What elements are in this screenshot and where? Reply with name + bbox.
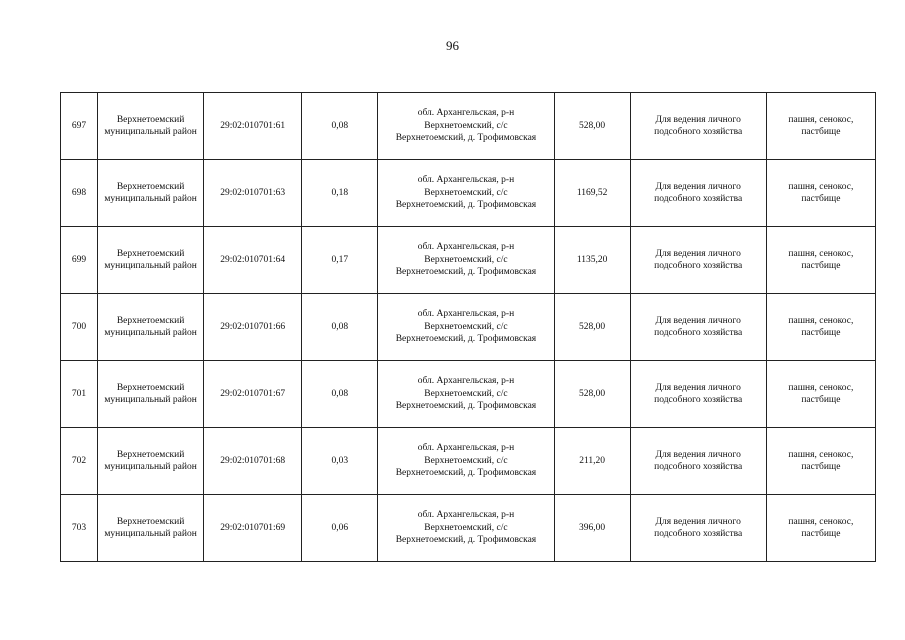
address-line: Верхнетоемский, д. Трофимовская [395, 334, 537, 345]
permitted-use-cell: Для ведения личного подсобного хозяйства [630, 495, 766, 562]
land-plots-table [60, 92, 876, 562]
district-cell: Верхнетоемский муниципальный район [98, 227, 204, 294]
district-cell: Верхнетоемский муниципальный район [98, 361, 204, 428]
row-number-cell: 702 [61, 428, 98, 495]
address-cell [378, 428, 554, 495]
area-cell: 0,03 [302, 428, 378, 495]
cost-cell: 528,00 [554, 93, 630, 160]
cadastral-number-cell: 29:02:010701:63 [204, 160, 302, 227]
district-cell: Верхнетоемский муниципальный район [98, 93, 204, 160]
address-line: Верхнетоемский, с/с [424, 455, 508, 466]
cost-cell: 396,00 [554, 495, 630, 562]
table-row [61, 294, 876, 361]
district-cell: Верхнетоемский муниципальный район [98, 428, 204, 495]
cadastral-number-cell: 29:02:010701:61 [204, 93, 302, 160]
address-cell [378, 495, 554, 562]
address-line: обл. Архангельская, р-н [417, 242, 515, 253]
cadastral-number-cell: 29:02:010701:64 [204, 227, 302, 294]
address-line: Верхнетоемский, с/с [424, 254, 508, 265]
cost-cell: 528,00 [554, 361, 630, 428]
address-line: обл. Архангельская, р-н [417, 108, 515, 119]
table-row [61, 160, 876, 227]
row-number-cell: 701 [61, 361, 98, 428]
district-cell: Верхнетоемский муниципальный район [98, 294, 204, 361]
table-row [61, 428, 876, 495]
address-cell [378, 361, 554, 428]
land-type-cell: пашня, сенокос, пастбище [766, 361, 875, 428]
address-line: Верхнетоемский, д. Трофимовская [395, 535, 537, 546]
address-line: Верхнетоемский, д. Трофимовская [395, 267, 537, 278]
permitted-use-cell: Для ведения личного подсобного хозяйства [630, 361, 766, 428]
row-number-cell: 699 [61, 227, 98, 294]
cadastral-number-cell: 29:02:010701:69 [204, 495, 302, 562]
cadastral-number-cell: 29:02:010701:67 [204, 361, 302, 428]
address-line: Верхнетоемский, с/с [424, 522, 508, 533]
district-cell: Верхнетоемский муниципальный район [98, 160, 204, 227]
address-cell [378, 294, 554, 361]
land-type-cell: пашня, сенокос, пастбище [766, 495, 875, 562]
area-cell: 0,08 [302, 93, 378, 160]
table-row [61, 227, 876, 294]
land-type-cell: пашня, сенокос, пастбище [766, 294, 875, 361]
cost-cell: 528,00 [554, 294, 630, 361]
area-cell: 0,08 [302, 361, 378, 428]
area-cell: 0,18 [302, 160, 378, 227]
area-cell: 0,17 [302, 227, 378, 294]
address-cell [378, 227, 554, 294]
area-cell: 0,06 [302, 495, 378, 562]
cost-cell: 211,20 [554, 428, 630, 495]
row-number-cell: 698 [61, 160, 98, 227]
land-type-cell: пашня, сенокос, пастбище [766, 227, 875, 294]
permitted-use-cell: Для ведения личного подсобного хозяйства [630, 294, 766, 361]
land-type-cell: пашня, сенокос, пастбище [766, 428, 875, 495]
page-number: 96 [446, 38, 459, 53]
address-line: обл. Архангельская, р-н [417, 510, 515, 521]
address-line: Верхнетоемский, д. Трофимовская [395, 200, 537, 211]
address-cell [378, 93, 554, 160]
cadastral-number-cell: 29:02:010701:68 [204, 428, 302, 495]
district-cell: Верхнетоемский муниципальный район [98, 495, 204, 562]
address-line: Верхнетоемский, д. Трофимовская [395, 133, 537, 144]
permitted-use-cell: Для ведения личного подсобного хозяйства [630, 227, 766, 294]
row-number-cell: 697 [61, 93, 98, 160]
address-line: обл. Архангельская, р-н [417, 309, 515, 320]
address-line: Верхнетоемский, с/с [424, 388, 508, 399]
address-line: обл. Архангельская, р-н [417, 443, 515, 454]
address-line: обл. Архангельская, р-н [417, 175, 515, 186]
row-number-cell: 700 [61, 294, 98, 361]
land-type-cell: пашня, сенокос, пастбище [766, 160, 875, 227]
address-line: обл. Архангельская, р-н [417, 376, 515, 387]
address-line: Верхнетоемский, с/с [424, 187, 508, 198]
address-cell [378, 160, 554, 227]
address-line: Верхнетоемский, д. Трофимовская [395, 401, 537, 412]
table-body [61, 93, 876, 562]
table-row [61, 93, 876, 160]
cost-cell: 1169,52 [554, 160, 630, 227]
land-type-cell: пашня, сенокос, пастбище [766, 93, 875, 160]
address-line: Верхнетоемский, с/с [424, 120, 508, 131]
row-number-cell: 703 [61, 495, 98, 562]
table-row [61, 361, 876, 428]
cost-cell: 1135,20 [554, 227, 630, 294]
address-line: Верхнетоемский, д. Трофимовская [395, 468, 537, 479]
permitted-use-cell: Для ведения личного подсобного хозяйства [630, 93, 766, 160]
table-row [61, 495, 876, 562]
address-line: Верхнетоемский, с/с [424, 321, 508, 332]
permitted-use-cell: Для ведения личного подсобного хозяйства [630, 160, 766, 227]
area-cell: 0,08 [302, 294, 378, 361]
permitted-use-cell: Для ведения личного подсобного хозяйства [630, 428, 766, 495]
cadastral-number-cell: 29:02:010701:66 [204, 294, 302, 361]
